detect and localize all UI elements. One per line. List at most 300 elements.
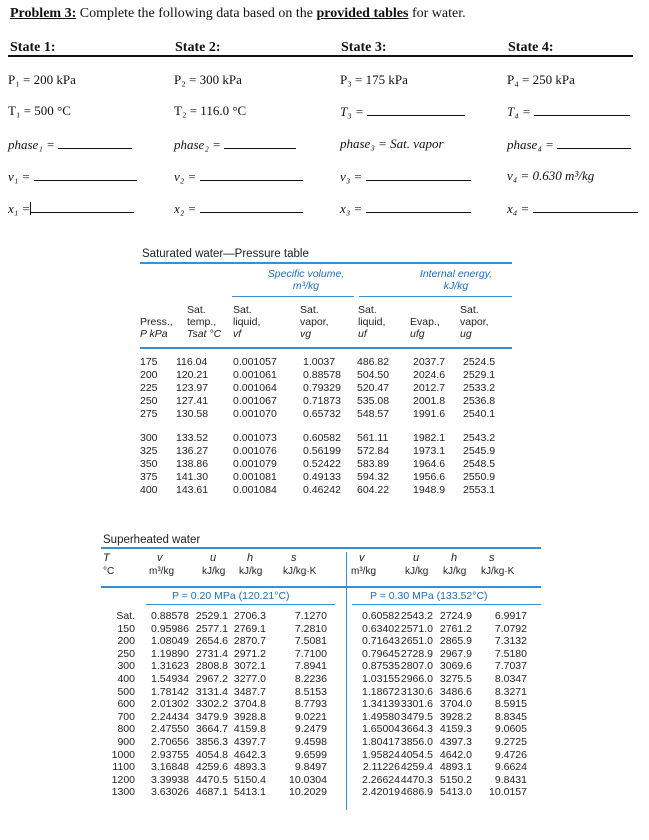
state-1-phase bbox=[8, 136, 132, 153]
superheated-cell-6-7: 3486.6 bbox=[439, 685, 472, 698]
saturated-header-1-2: Tsat °C bbox=[187, 328, 222, 340]
superheated-cell-7-0: 600 bbox=[117, 698, 135, 711]
superheated-cell-11-0: 1000 bbox=[111, 748, 135, 761]
saturated-cell-0-5: 2037.7 bbox=[413, 356, 446, 368]
internal-energy-rule bbox=[359, 296, 512, 297]
superheated-cell-6-0: 500 bbox=[117, 685, 135, 698]
superheated-cell-11-6: 4054.5 bbox=[400, 748, 433, 761]
state-1-volume-blank[interactable] bbox=[34, 168, 137, 181]
saturated-header-5-1: Evap., bbox=[410, 316, 440, 328]
saturated-cell-9-6: 2553.1 bbox=[463, 484, 496, 496]
superheated-cell-0-3: 2706.3 bbox=[233, 610, 266, 622]
internal-energy-label: Internal energy, bbox=[419, 268, 493, 280]
saturated-cell-1-2: 0.001061 bbox=[233, 369, 277, 381]
internal-energy-group bbox=[398, 268, 514, 292]
superheated-cell-9-8: 9.0605 bbox=[494, 723, 527, 736]
saturated-cell-9-1: 143.61 bbox=[176, 484, 209, 496]
superheated-cell-14-7: 5413.0 bbox=[439, 786, 472, 799]
block-left-rule bbox=[146, 604, 335, 605]
superheated-cell-10-7: 4397.3 bbox=[439, 736, 472, 748]
superheated-unit-6: kJ/kg bbox=[405, 566, 429, 577]
superheated-cell-11-3: 4642.3 bbox=[233, 748, 266, 761]
state-3-quality-blank[interactable] bbox=[366, 200, 471, 213]
superheated-cell-0-7: 2724.9 bbox=[439, 610, 472, 622]
saturated-header-2-1: liquid, bbox=[233, 316, 261, 328]
superheated-cell-6-8: 8.3271 bbox=[494, 685, 527, 698]
superheated-unit-8: kJ/kg·K bbox=[481, 566, 515, 577]
saturated-cell-1-4: 504.50 bbox=[357, 369, 390, 381]
saturated-table-title: Saturated water—Pressure table bbox=[142, 248, 309, 260]
saturated-cell-9-5: 1948.9 bbox=[413, 484, 446, 496]
superheated-cell-9-0: 800 bbox=[117, 723, 135, 736]
saturated-header-3-1: vapor, bbox=[300, 316, 329, 328]
state-4-quality-label: x₄ = bbox=[507, 201, 530, 216]
superheated-cell-1-0: 150 bbox=[117, 622, 135, 635]
specific-volume-group bbox=[259, 268, 353, 292]
superheated-cell-8-1: 2.24434 bbox=[151, 710, 189, 723]
superheated-cell-13-5: 2.26624 bbox=[362, 773, 400, 786]
superheated-cell-2-3: 2870.7 bbox=[233, 635, 266, 648]
saturated-cell-4-5: 1991.6 bbox=[413, 408, 446, 420]
superheated-cell-2-8: 7.3132 bbox=[494, 635, 527, 648]
problem-statement bbox=[10, 6, 466, 22]
superheated-symbol-8: s bbox=[489, 552, 495, 564]
superheated-cell-13-6: 4470.3 bbox=[400, 773, 433, 786]
superheated-cell-4-6: 2807.0 bbox=[400, 660, 433, 673]
superheated-cell-3-7: 2967.9 bbox=[439, 647, 472, 660]
state-1-temperature: T₁ = 500 °C bbox=[8, 103, 71, 118]
state-4-quality bbox=[507, 200, 638, 217]
superheated-cell-0-0: Sat. bbox=[116, 610, 135, 622]
superheated-cell-7-5: 1.34139 bbox=[362, 698, 400, 711]
superheated-cell-2-1: 1.08049 bbox=[151, 635, 189, 648]
superheated-cell-1-3: 2769.1 bbox=[233, 622, 266, 635]
saturated-cell-2-5: 2012.7 bbox=[413, 382, 446, 394]
block-right-rule bbox=[352, 604, 541, 605]
superheated-cell-0-6: 2543.2 bbox=[400, 610, 433, 622]
state-3-temperature-label: T₃ = bbox=[340, 104, 364, 119]
saturated-table-headers bbox=[140, 304, 520, 344]
superheated-cell-4-7: 3069.6 bbox=[439, 660, 472, 673]
superheated-cell-13-2: 4470.5 bbox=[195, 773, 228, 786]
superheated-cell-4-3: 3072.1 bbox=[233, 660, 266, 673]
superheated-symbol-0: T bbox=[103, 552, 110, 564]
superheated-cell-14-3: 5413.1 bbox=[233, 786, 266, 799]
superheated-cell-12-1: 3.16848 bbox=[151, 761, 189, 774]
saturated-cell-3-4: 535.08 bbox=[357, 395, 390, 407]
state-1-quality-blank[interactable] bbox=[31, 200, 134, 213]
saturated-cell-1-0: 200 bbox=[140, 369, 158, 381]
saturated-header-6-1: vapor, bbox=[460, 316, 489, 328]
superheated-cell-10-8: 9.2725 bbox=[494, 736, 527, 748]
state-4-pressure: P₄ = 250 kPa bbox=[507, 72, 575, 87]
saturated-cell-2-1: 123.97 bbox=[176, 382, 209, 394]
superheated-cell-1-8: 7.0792 bbox=[494, 622, 527, 635]
superheated-cell-11-2: 4054.8 bbox=[195, 748, 228, 761]
superheated-cell-12-2: 4259.6 bbox=[195, 761, 228, 774]
superheated-cell-0-4: 7.1270 bbox=[294, 610, 327, 622]
superheated-cell-0-5: 0.60582 bbox=[362, 610, 400, 622]
state-3-quality bbox=[340, 200, 471, 217]
saturated-cell-7-3: 0.52422 bbox=[303, 458, 341, 470]
state-3-pressure: P₃ = 175 kPa bbox=[340, 72, 408, 87]
saturated-header-4-2: uf bbox=[358, 328, 367, 340]
state-4-phase-label: phase₄ = bbox=[507, 137, 554, 152]
state-2-volume bbox=[174, 168, 303, 185]
superheated-cell-8-5: 1.49580 bbox=[362, 710, 400, 723]
superheated-cell-10-5: 1.80417 bbox=[362, 736, 400, 748]
superheated-cell-14-0: 1300 bbox=[111, 786, 135, 799]
superheated-cell-8-6: 3479.5 bbox=[400, 710, 433, 723]
saturated-header-4-1: liquid, bbox=[358, 316, 386, 328]
superheated-cell-11-7: 4642.0 bbox=[439, 748, 472, 761]
superheated-cell-6-4: 8.5153 bbox=[294, 685, 327, 698]
superheated-cell-9-6: 3664.3 bbox=[400, 723, 433, 736]
saturated-cell-7-6: 2548.5 bbox=[463, 458, 496, 470]
saturated-header-2-0: Sat. bbox=[233, 304, 252, 316]
superheated-cell-3-5: 0.79645 bbox=[362, 647, 400, 660]
saturated-cell-5-1: 133.52 bbox=[176, 432, 209, 444]
superheated-cell-5-3: 3277.0 bbox=[233, 673, 266, 685]
saturated-cell-4-0: 275 bbox=[140, 408, 158, 420]
saturated-cell-2-2: 0.001064 bbox=[233, 382, 277, 394]
superheated-cell-12-0: 1100 bbox=[112, 761, 135, 774]
superheated-cell-8-7: 3928.2 bbox=[439, 710, 472, 723]
state-1-quality bbox=[8, 200, 134, 217]
internal-energy-unit: kJ/kg bbox=[443, 280, 469, 292]
superheated-cell-2-0: 200 bbox=[117, 635, 135, 648]
superheated-cell-5-7: 3275.5 bbox=[439, 673, 472, 685]
saturated-header-0-1: Press., bbox=[140, 316, 173, 328]
superheated-cell-5-6: 2966.0 bbox=[400, 673, 433, 685]
superheated-cell-2-5: 0.71643 bbox=[362, 635, 400, 648]
superheated-table-top-rule bbox=[101, 547, 541, 549]
superheated-cell-3-4: 7.7100 bbox=[294, 647, 327, 660]
state-4-volume: v₄ = 0.630 m³/kg bbox=[507, 168, 595, 183]
superheated-cell-2-7: 2865.9 bbox=[439, 635, 472, 648]
saturated-cell-5-6: 2543.2 bbox=[463, 432, 496, 444]
superheated-cell-13-1: 3.39938 bbox=[151, 773, 189, 786]
saturated-cell-3-1: 127.41 bbox=[176, 395, 209, 407]
superheated-cell-13-7: 5150.2 bbox=[439, 773, 472, 786]
superheated-symbol-2: u bbox=[210, 552, 217, 564]
saturated-cell-2-0: 225 bbox=[140, 382, 158, 394]
state-1-quality-label: x₁ = bbox=[8, 201, 31, 216]
superheated-symbol-5: v bbox=[359, 552, 365, 564]
saturated-cell-7-1: 138.86 bbox=[176, 458, 209, 470]
state-4-phase bbox=[507, 136, 631, 153]
superheated-cell-9-5: 1.65004 bbox=[362, 723, 400, 736]
state-4-temperature-blank[interactable] bbox=[534, 103, 630, 116]
superheated-cell-1-4: 7.2810 bbox=[294, 622, 327, 635]
saturated-cell-7-0: 350 bbox=[140, 458, 158, 470]
superheated-cell-9-2: 3664.7 bbox=[195, 723, 228, 736]
superheated-unit-7: kJ/kg bbox=[443, 566, 467, 577]
saturated-cell-8-5: 1956.6 bbox=[413, 471, 446, 483]
saturated-header-2-2: vf bbox=[233, 328, 242, 340]
state-4-phase-blank[interactable] bbox=[557, 136, 631, 149]
state-2-temperature: T₂ = 116.0 °C bbox=[174, 103, 247, 118]
superheated-cell-14-6: 4686.9 bbox=[400, 786, 433, 799]
superheated-table-headers bbox=[103, 552, 548, 582]
superheated-symbol-6: u bbox=[413, 552, 420, 564]
provided-tables-text: provided tables bbox=[316, 6, 409, 21]
saturated-cell-8-0: 375 bbox=[140, 471, 158, 483]
superheated-cell-1-6: 2571.0 bbox=[400, 622, 433, 635]
superheated-symbol-3: h bbox=[247, 552, 254, 564]
saturated-table-top-rule bbox=[140, 262, 512, 264]
superheated-cell-12-4: 9.8497 bbox=[294, 761, 327, 774]
state-1-heading: State 1: bbox=[10, 40, 56, 55]
state-1-phase-label: phase₁ = bbox=[8, 137, 55, 152]
superheated-cell-13-3: 5150.4 bbox=[233, 773, 266, 786]
saturated-cell-9-3: 0.46242 bbox=[303, 484, 341, 496]
superheated-cell-11-8: 9.4726 bbox=[494, 748, 527, 761]
superheated-cell-0-8: 6.9917 bbox=[494, 610, 527, 622]
saturated-header-1-0: Sat. bbox=[187, 304, 206, 316]
superheated-unit-1: m³/kg bbox=[149, 566, 174, 577]
saturated-cell-5-2: 0.001073 bbox=[233, 432, 277, 444]
saturated-header-6-0: Sat. bbox=[460, 304, 479, 316]
state-1-volume-label: v₁ = bbox=[8, 169, 31, 184]
superheated-cell-8-8: 8.8345 bbox=[494, 710, 527, 723]
state-4-quality-blank[interactable] bbox=[533, 200, 638, 213]
saturated-cell-4-1: 130.58 bbox=[176, 408, 209, 420]
saturated-cell-7-4: 583.89 bbox=[357, 458, 390, 470]
saturated-cell-6-3: 0.56199 bbox=[303, 445, 341, 457]
superheated-cell-3-6: 2728.9 bbox=[400, 647, 433, 660]
superheated-cell-7-4: 8.7793 bbox=[294, 698, 327, 711]
superheated-cell-7-1: 2.01302 bbox=[151, 698, 189, 711]
superheated-unit-5: m³/kg bbox=[351, 566, 376, 577]
saturated-cell-8-2: 0.001081 bbox=[233, 471, 277, 483]
superheated-cell-4-1: 1.31623 bbox=[151, 660, 189, 673]
superheated-cell-9-4: 9.2479 bbox=[294, 723, 327, 736]
saturated-cell-4-4: 548.57 bbox=[357, 408, 390, 420]
superheated-cell-4-2: 2808.8 bbox=[195, 660, 228, 673]
superheated-table-title: Superheated water bbox=[103, 534, 201, 546]
state-2-phase-blank[interactable] bbox=[224, 136, 296, 149]
superheated-cell-1-7: 2761.2 bbox=[439, 622, 472, 635]
problem-text: Complete the following data based on the bbox=[76, 6, 317, 21]
saturated-cell-6-4: 572.84 bbox=[357, 445, 390, 457]
saturated-header-3-0: Sat. bbox=[300, 304, 319, 316]
state-2-phase-label: phase₂ = bbox=[174, 137, 221, 152]
superheated-cell-10-3: 4397.7 bbox=[233, 736, 266, 748]
superheated-cell-13-0: 1200 bbox=[111, 773, 135, 786]
saturated-header-1-1: temp., bbox=[187, 316, 217, 328]
superheated-cell-9-1: 2.47550 bbox=[151, 723, 189, 736]
state-2-volume-blank[interactable] bbox=[200, 168, 303, 181]
saturated-header-3-2: vg bbox=[300, 328, 312, 340]
superheated-cell-7-8: 8.5915 bbox=[494, 698, 527, 711]
superheated-cell-5-8: 8.0347 bbox=[494, 673, 527, 685]
superheated-cell-12-8: 9.6624 bbox=[494, 761, 527, 774]
superheated-cell-0-2: 2529.1 bbox=[195, 610, 228, 622]
specific-volume-label: Specific volume, bbox=[267, 268, 345, 280]
superheated-cell-9-7: 4159.3 bbox=[439, 723, 472, 736]
superheated-cell-5-5: 1.03155 bbox=[362, 673, 400, 685]
state-3-heading: State 3: bbox=[341, 40, 387, 55]
saturated-cell-1-3: 0.88578 bbox=[303, 369, 341, 381]
state-4-temperature-label: T₄ = bbox=[507, 104, 531, 119]
superheated-cell-14-2: 4687.1 bbox=[195, 786, 228, 799]
state-4-heading: State 4: bbox=[508, 40, 554, 55]
state-1-phase-blank[interactable] bbox=[58, 136, 132, 149]
saturated-header-5-2: ufg bbox=[410, 328, 425, 340]
states-header-rule bbox=[8, 55, 633, 57]
superheated-cell-9-3: 4159.8 bbox=[233, 723, 266, 736]
saturated-cell-6-1: 136.27 bbox=[176, 445, 209, 457]
saturated-cell-8-6: 2550.9 bbox=[463, 471, 496, 483]
superheated-cell-11-1: 2.93755 bbox=[151, 748, 189, 761]
superheated-cell-8-3: 3928.8 bbox=[233, 710, 266, 723]
superheated-cell-4-8: 7.7037 bbox=[494, 660, 527, 673]
superheated-symbol-1: v bbox=[157, 552, 163, 564]
superheated-cell-13-4: 10.0304 bbox=[289, 773, 327, 786]
superheated-cell-8-0: 700 bbox=[117, 710, 135, 723]
saturated-cell-9-0: 400 bbox=[140, 484, 158, 496]
superheated-cell-8-4: 9.0221 bbox=[294, 710, 327, 723]
superheated-cell-3-3: 2971.2 bbox=[233, 647, 266, 660]
superheated-unit-4: kJ/kg·K bbox=[283, 566, 317, 577]
saturated-cell-4-3: 0.65732 bbox=[303, 408, 341, 420]
saturated-cell-0-0: 175 bbox=[140, 356, 158, 368]
superheated-table-body bbox=[103, 610, 548, 810]
superheated-cell-4-0: 300 bbox=[117, 660, 135, 673]
saturated-cell-5-3: 0.60582 bbox=[303, 432, 341, 444]
saturated-cell-3-3: 0.71873 bbox=[303, 395, 341, 407]
superheated-cell-1-2: 2577.1 bbox=[195, 622, 228, 635]
state-1-volume bbox=[8, 168, 137, 185]
saturated-cell-9-4: 604.22 bbox=[357, 484, 390, 496]
superheated-table-header-rule bbox=[101, 586, 541, 588]
superheated-cell-6-5: 1.18672 bbox=[362, 685, 400, 698]
saturated-cell-1-1: 120.21 bbox=[176, 369, 209, 381]
superheated-cell-1-1: 0.95986 bbox=[151, 622, 189, 635]
saturated-cell-3-6: 2536.8 bbox=[463, 395, 496, 407]
state-3-volume-blank[interactable] bbox=[366, 168, 471, 181]
superheated-cell-7-7: 3704.0 bbox=[439, 698, 472, 711]
superheated-cell-5-4: 8.2236 bbox=[294, 673, 327, 685]
saturated-cell-7-2: 0.001079 bbox=[233, 458, 277, 470]
superheated-unit-0: °C bbox=[103, 566, 115, 577]
superheated-cell-5-2: 2967.2 bbox=[195, 673, 228, 685]
superheated-cell-10-0: 900 bbox=[117, 736, 135, 748]
saturated-cell-8-4: 594.32 bbox=[357, 471, 390, 483]
superheated-cell-6-3: 3487.7 bbox=[233, 685, 266, 698]
problem-label: Problem 3: bbox=[10, 6, 77, 21]
saturated-cell-2-6: 2533.2 bbox=[463, 382, 496, 394]
problem-text-end: for water. bbox=[408, 6, 466, 21]
state-3-volume-label: v₃ = bbox=[340, 169, 363, 184]
state-2-volume-label: v₂ = bbox=[174, 169, 197, 184]
specific-volume-unit: m³/kg bbox=[292, 280, 320, 292]
superheated-cell-4-5: 0.87535 bbox=[362, 660, 400, 673]
saturated-cell-6-5: 1973.1 bbox=[413, 445, 446, 457]
superheated-cell-11-5: 1.95824 bbox=[362, 748, 400, 761]
saturated-cell-1-5: 2024.6 bbox=[413, 369, 446, 381]
state-2-heading: State 2: bbox=[175, 40, 221, 55]
superheated-symbol-7: h bbox=[451, 552, 458, 564]
superheated-cell-10-4: 9.4598 bbox=[294, 736, 327, 748]
superheated-unit-2: kJ/kg bbox=[202, 566, 226, 577]
saturated-cell-5-0: 300 bbox=[140, 432, 158, 444]
state-3-temperature-blank[interactable] bbox=[367, 103, 465, 116]
superheated-cell-3-1: 1.19890 bbox=[151, 647, 189, 660]
superheated-cell-14-1: 3.63026 bbox=[151, 786, 189, 799]
state-1-pressure: P₁ = 200 kPa bbox=[8, 72, 76, 87]
superheated-unit-3: kJ/kg bbox=[239, 566, 263, 577]
superheated-cell-14-5: 2.42019 bbox=[362, 786, 400, 799]
saturated-cell-0-2: 0.001057 bbox=[233, 356, 277, 368]
state-2-quality-label: x₂ = bbox=[174, 201, 197, 216]
saturated-cell-5-4: 561.11 bbox=[357, 432, 389, 444]
saturated-cell-3-0: 250 bbox=[140, 395, 158, 407]
superheated-cell-7-3: 3704.8 bbox=[233, 698, 266, 711]
pressure-block-left: P = 0.20 MPa (120.21°C) bbox=[172, 590, 290, 602]
superheated-cell-12-3: 4893.3 bbox=[233, 761, 266, 774]
saturated-cell-9-2: 0.001084 bbox=[233, 484, 277, 496]
superheated-cell-0-1: 0.88578 bbox=[151, 610, 189, 622]
superheated-cell-10-6: 3856.0 bbox=[400, 736, 433, 748]
superheated-cell-12-7: 4893.1 bbox=[439, 761, 472, 774]
saturated-cell-4-6: 2540.1 bbox=[463, 408, 496, 420]
superheated-cell-7-6: 3301.6 bbox=[400, 698, 433, 711]
pressure-block-right: P = 0.30 MPa (133.52°C) bbox=[370, 590, 488, 602]
superheated-cell-8-2: 3479.9 bbox=[195, 710, 228, 723]
superheated-cell-1-5: 0.63402 bbox=[362, 622, 400, 635]
superheated-symbol-4: s bbox=[291, 552, 297, 564]
superheated-cell-6-2: 3131.4 bbox=[195, 685, 228, 698]
saturated-header-4-0: Sat. bbox=[358, 304, 377, 316]
superheated-cell-2-2: 2654.6 bbox=[195, 635, 228, 648]
saturated-cell-0-6: 2524.5 bbox=[463, 356, 496, 368]
superheated-cell-12-6: 4259.4 bbox=[400, 761, 433, 774]
superheated-cell-11-4: 9.6599 bbox=[294, 748, 327, 761]
state-2-quality bbox=[174, 200, 303, 217]
saturated-cell-8-1: 141.30 bbox=[176, 471, 209, 483]
superheated-cell-2-6: 2651.0 bbox=[400, 635, 433, 648]
saturated-cell-3-5: 2001.8 bbox=[413, 395, 446, 407]
saturated-header-0-2: P kPa bbox=[140, 328, 168, 340]
state-2-phase bbox=[174, 136, 296, 153]
saturated-table-header-rule bbox=[140, 347, 512, 349]
superheated-cell-10-2: 3856.3 bbox=[195, 736, 228, 748]
saturated-cell-7-5: 1964.6 bbox=[413, 458, 446, 470]
superheated-cell-2-4: 7.5081 bbox=[294, 635, 327, 648]
state-3-temperature bbox=[340, 103, 465, 120]
saturated-table-body bbox=[140, 356, 520, 501]
saturated-cell-4-2: 0.001070 bbox=[233, 408, 277, 420]
state-4-temperature bbox=[507, 103, 630, 120]
saturated-cell-2-4: 520.47 bbox=[357, 382, 390, 394]
saturated-cell-5-5: 1982.1 bbox=[413, 432, 446, 444]
superheated-cell-3-2: 2731.4 bbox=[195, 647, 228, 660]
superheated-cell-5-0: 400 bbox=[117, 673, 135, 685]
state-2-pressure: P₂ = 300 kPa bbox=[174, 72, 242, 87]
superheated-cell-3-8: 7.5180 bbox=[494, 647, 527, 660]
state-2-quality-blank[interactable] bbox=[200, 200, 303, 213]
superheated-cell-14-8: 10.0157 bbox=[489, 786, 527, 799]
superheated-cell-6-6: 3130.6 bbox=[400, 685, 433, 698]
superheated-cell-7-2: 3302.2 bbox=[195, 698, 228, 711]
saturated-cell-3-2: 0.001067 bbox=[233, 395, 277, 407]
superheated-cell-13-8: 9.8431 bbox=[494, 773, 527, 786]
saturated-cell-6-2: 0.001076 bbox=[233, 445, 277, 457]
superheated-cell-3-0: 250 bbox=[117, 647, 135, 660]
state-3-phase: phase₃ = Sat. vapor bbox=[340, 136, 444, 151]
